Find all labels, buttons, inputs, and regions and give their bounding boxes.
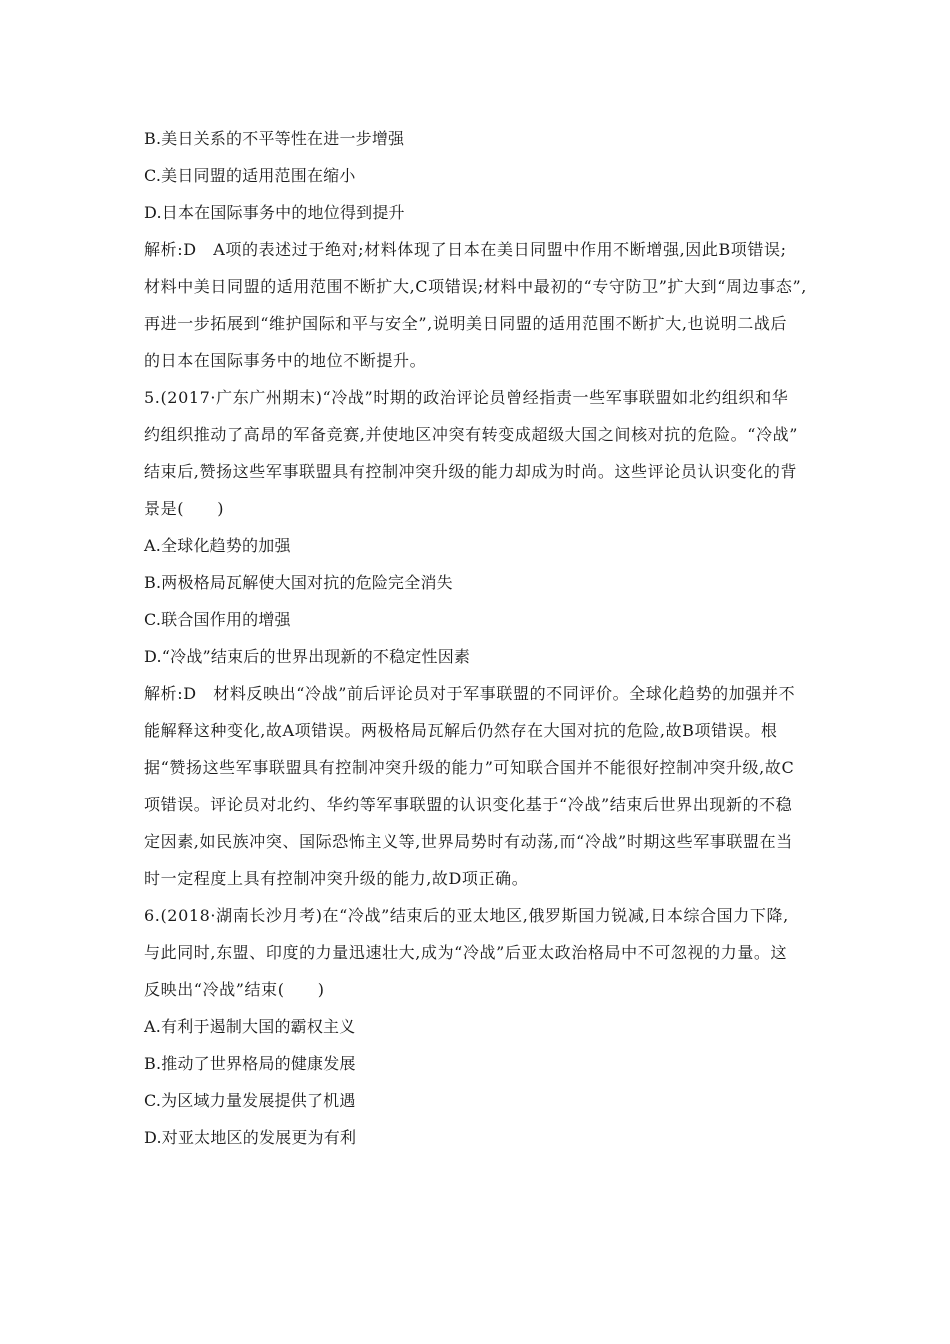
analysis-line: 能解释这种变化,故A项错误。两极格局瓦解后仍然存在大国对抗的危险,故B项错误。根 bbox=[144, 721, 778, 740]
analysis-line: 解析:D A项的表述过于绝对;材料体现了日本在美日同盟中作用不断增强,因此B项错误; bbox=[144, 240, 787, 259]
question-6-stem bbox=[144, 897, 814, 1008]
stem-line: 5.(2017·广东广州期末)“冷战”时期的政治评论员曾经指责一些军事联盟如北约组织和华 bbox=[144, 388, 789, 407]
analysis-line: 定因素,如民族冲突、国际恐怖主义等,世界局势时有动荡,而“冷战”时期这些军事联盟在当 bbox=[144, 832, 793, 851]
question-4-analysis bbox=[144, 231, 814, 379]
option-d: D.对亚太地区的发展更为有利 bbox=[144, 1128, 357, 1147]
stem-line: 与此同时,东盟、印度的力量迅速壮大,成为“冷战”后亚太政治格局中不可忽视的力量。这 bbox=[144, 943, 788, 962]
question-6-options bbox=[144, 1008, 814, 1156]
analysis-line: 解析:D 材料反映出“冷战”前后评论员对于军事联盟的不同评价。全球化趋势的加强并不 bbox=[144, 684, 796, 703]
stem-line: 结束后,赞扬这些军事联盟具有控制冲突升级的能力却成为时尚。这些评论员认识变化的背 bbox=[144, 462, 798, 481]
analysis-line: 材料中美日同盟的适用范围不断扩大,C项错误;材料中最初的“专守防卫”扩大到“周边事态”, bbox=[144, 277, 807, 296]
analysis-line: 时一定程度上具有控制冲突升级的能力,故D项正确。 bbox=[144, 869, 529, 888]
option-d: D.“冷战”结束后的世界出现新的不稳定性因素 bbox=[144, 647, 471, 666]
question-4-options bbox=[144, 120, 814, 231]
analysis-line: 再进一步拓展到“维护国际和平与安全”,说明美日同盟的适用范围不断扩大,也说明二战后 bbox=[144, 314, 788, 333]
stem-line: 6.(2018·湖南长沙月考)在“冷战”结束后的亚太地区,俄罗斯国力锐减,日本综合国力下降, bbox=[144, 906, 789, 925]
option-c: C.联合国作用的增强 bbox=[144, 610, 291, 629]
question-5-stem bbox=[144, 379, 814, 527]
question-5-analysis bbox=[144, 675, 814, 897]
option-a: A.有利于遏制大国的霸权主义 bbox=[144, 1017, 356, 1036]
analysis-line: 的日本在国际事务中的地位不断提升。 bbox=[144, 351, 427, 370]
document-page bbox=[144, 120, 814, 1156]
option-d: D.日本在国际事务中的地位得到提升 bbox=[144, 203, 405, 222]
analysis-line: 项错误。评论员对北约、华约等军事联盟的认识变化基于“冷战”结束后世界出现新的不稳 bbox=[144, 795, 793, 814]
option-c: C.美日同盟的适用范围在缩小 bbox=[144, 166, 356, 185]
option-b: B.两极格局瓦解使大国对抗的危险完全消失 bbox=[144, 573, 453, 592]
option-c: C.为区域力量发展提供了机遇 bbox=[144, 1091, 356, 1110]
question-5-options bbox=[144, 527, 814, 675]
stem-line: 约组织推动了高昂的军备竞赛,并使地区冲突有转变成超级大国之间核对抗的危险。“冷战” bbox=[144, 425, 799, 444]
analysis-line: 据“赞扬这些军事联盟具有控制冲突升级的能力”可知联合国并不能很好控制冲突升级,故C bbox=[144, 758, 795, 777]
option-b: B.推动了世界格局的健康发展 bbox=[144, 1054, 356, 1073]
stem-line: 反映出“冷战”结束( ) bbox=[144, 980, 325, 999]
stem-line: 景是( ) bbox=[144, 499, 225, 518]
option-b: B.美日关系的不平等性在进一步增强 bbox=[144, 129, 405, 148]
option-a: A.全球化趋势的加强 bbox=[144, 536, 291, 555]
